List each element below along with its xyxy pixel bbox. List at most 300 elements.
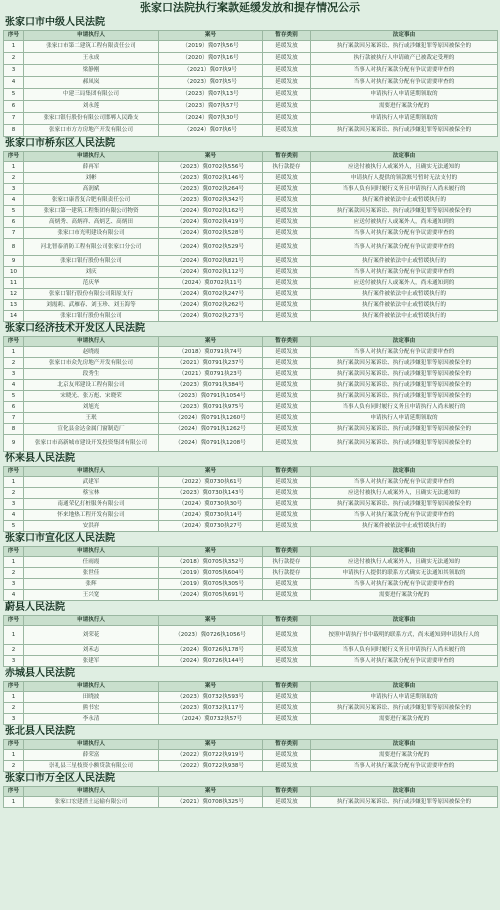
- row-index: 4: [4, 510, 24, 521]
- case-number: （2024）冀0702执529号: [159, 239, 263, 256]
- applicant: 安洪祥: [24, 521, 159, 532]
- applicant: 梁静刚: [24, 65, 159, 77]
- case-number: （2024）冀0726执144号: [159, 656, 263, 667]
- hold-type: 延缓发放: [263, 413, 311, 424]
- applicant: 刘禾志: [24, 645, 159, 656]
- table-header-row: [4, 616, 498, 626]
- row-index: 1: [4, 162, 24, 173]
- row-index: 3: [4, 499, 24, 510]
- hold-type: 延缓发放: [263, 77, 311, 89]
- table-row: [4, 267, 498, 278]
- table-row: [4, 113, 498, 125]
- case-number: （2021）冀0791执23号: [159, 369, 263, 380]
- table-header-row: [4, 740, 498, 750]
- case-number: （2018）冀0791执74号: [159, 347, 263, 358]
- column-header: 法定事由: [311, 467, 498, 477]
- case-table: [3, 30, 498, 137]
- table-row: [4, 358, 498, 369]
- column-header: 暂存类别: [263, 740, 311, 750]
- legal-reason: 申请执行人申请延期领取的: [311, 692, 498, 703]
- row-index: 2: [4, 703, 24, 714]
- legal-reason: 当事人对执行案款分配有争议需要审查的: [311, 761, 498, 772]
- applicant: 刘庆: [24, 267, 159, 278]
- legal-reason: 当事人对执行案款分配有争议需要审查的: [311, 477, 498, 488]
- table-row: [4, 424, 498, 435]
- case-table: [3, 681, 498, 725]
- applicant: 刘旭光: [24, 402, 159, 413]
- column-header: 案号: [159, 152, 263, 162]
- column-header: 法定事由: [311, 337, 498, 347]
- case-number: （2021）冀0791执237号: [159, 358, 263, 369]
- hold-type: 延缓发放: [263, 656, 311, 667]
- hold-type: 延缓发放: [263, 239, 311, 256]
- case-table: [3, 466, 498, 532]
- case-number: （2023）冀0702执146号: [159, 173, 263, 184]
- court-name: 张家口市宣化区人民法院: [5, 533, 115, 544]
- hold-type: 延缓发放: [263, 402, 311, 413]
- column-header: 序号: [4, 467, 24, 477]
- row-index: 3: [4, 65, 24, 77]
- applicant: 赵晓霞: [24, 347, 159, 358]
- row-index: 5: [4, 391, 24, 402]
- row-index: 6: [4, 402, 24, 413]
- column-header: 暂存类别: [263, 787, 311, 797]
- column-header: 序号: [4, 337, 24, 347]
- table-row: [4, 206, 498, 217]
- row-index: 1: [4, 477, 24, 488]
- row-index: 4: [4, 195, 24, 206]
- legal-reason: 应送付被执行人或案外人，尚未通知到的: [311, 217, 498, 228]
- hold-type: 延缓发放: [263, 289, 311, 300]
- row-index: 3: [4, 184, 24, 195]
- court-section: [3, 667, 497, 725]
- table-row: [4, 173, 498, 184]
- case-number: （2019）冀0705执604号: [159, 568, 263, 579]
- hold-type: 延缓发放: [263, 435, 311, 452]
- row-index: 2: [4, 358, 24, 369]
- column-header: 法定事由: [311, 547, 498, 557]
- case-number: （2023）冀0791执384号: [159, 380, 263, 391]
- row-index: 2: [4, 761, 24, 772]
- applicant: 张辉: [24, 579, 159, 590]
- legal-reason: 当事人对执行案款分配有争议需要审查的: [311, 239, 498, 256]
- column-header: 案号: [159, 547, 263, 557]
- case-number: （2024）冀0702执821号: [159, 256, 263, 267]
- legal-reason: 执行案件被依法中止或暂缓执行的: [311, 256, 498, 267]
- table-header-row: [4, 682, 498, 692]
- row-index: 3: [4, 714, 24, 725]
- table-row: [4, 228, 498, 239]
- legal-reason: 执行案款因另案诉讼、执行或涉嫌犯罪等原因被保全的: [311, 41, 498, 53]
- row-index: 4: [4, 77, 24, 89]
- hold-type: 延缓发放: [263, 101, 311, 113]
- table-row: [4, 510, 498, 521]
- row-index: 4: [4, 380, 24, 391]
- applicant: 张家口银行股份有限公司邯郸人民路支: [24, 113, 159, 125]
- legal-reason: 当事人对执行案款分配有争议需要审查的: [311, 77, 498, 89]
- column-header: 法定事由: [311, 787, 498, 797]
- row-index: 5: [4, 521, 24, 532]
- applicant: 张家口银行股份有限公司阳原支行: [24, 289, 159, 300]
- hold-type: 延缓发放: [263, 692, 311, 703]
- row-index: 2: [4, 173, 24, 184]
- row-index: 5: [4, 206, 24, 217]
- hold-type: 延缓发放: [263, 184, 311, 195]
- hold-type: 延缓发放: [263, 590, 311, 601]
- hold-type: 延缓发放: [263, 206, 311, 217]
- hold-type: 执行款提存: [263, 568, 311, 579]
- applicant: 刘永莲: [24, 101, 159, 113]
- row-index: 2: [4, 488, 24, 499]
- court-section: [3, 452, 497, 532]
- case-number: （2021）冀07执9号: [159, 65, 263, 77]
- table-row: [4, 499, 498, 510]
- column-header: 序号: [4, 152, 24, 162]
- court-name: 蔚县人民法院: [5, 602, 65, 613]
- court-name: 张家口经济技术开发区人民法院: [5, 323, 145, 334]
- hold-type: 延缓发放: [263, 797, 311, 808]
- applicant: 张家口第一建筑工程集团有限公司物资: [24, 206, 159, 217]
- table-header-row: [4, 31, 498, 41]
- case-number: （2024）冀0791执1208号: [159, 435, 263, 452]
- row-index: 6: [4, 217, 24, 228]
- case-number: （2019）冀07执56号: [159, 41, 263, 53]
- column-header: 暂存类别: [263, 152, 311, 162]
- legal-reason: 执行案款因另案诉讼、执行或涉嫌犯罪等原因被保全的: [311, 797, 498, 808]
- hold-type: 延缓发放: [263, 89, 311, 101]
- hold-type: 延缓发放: [263, 750, 311, 761]
- table-row: [4, 380, 498, 391]
- table-row: [4, 311, 498, 322]
- legal-reason: 执行案件被依法中止或暂缓执行的: [311, 521, 498, 532]
- column-header: 暂存类别: [263, 31, 311, 41]
- case-number: （2024）冀0702执162号: [159, 206, 263, 217]
- hold-type: 延缓发放: [263, 626, 311, 645]
- column-header: 申请执行人: [24, 740, 159, 750]
- applicant: 中建三局集团有限公司: [24, 89, 159, 101]
- row-index: 9: [4, 256, 24, 267]
- case-number: （2024）冀0702执273号: [159, 311, 263, 322]
- legal-reason: 需要进行案款分配的: [311, 750, 498, 761]
- hold-type: 执行款提存: [263, 557, 311, 568]
- table-row: [4, 347, 498, 358]
- hold-type: 延缓发放: [263, 499, 311, 510]
- legal-reason: 执行案款因另案诉讼、执行或涉嫌犯罪等原因被保全的: [311, 206, 498, 217]
- column-header: 申请执行人: [24, 616, 159, 626]
- case-number: （2024）冀0702执247号: [159, 289, 263, 300]
- court-name: 张家口市中级人民法院: [5, 17, 105, 28]
- case-number: （2023）冀07执57号: [159, 101, 263, 113]
- column-header: 申请执行人: [24, 547, 159, 557]
- applicant: 段秀生: [24, 369, 159, 380]
- legal-reason: 执行案款因另案诉讼、执行或涉嫌犯罪等原因被保全的: [311, 703, 498, 714]
- table-row: [4, 761, 498, 772]
- table-row: [4, 797, 498, 808]
- applicant: 熊书宏: [24, 703, 159, 714]
- table-row: [4, 750, 498, 761]
- applicant: 刘霞莉、武雁春、刘玉珍、刘玉海等: [24, 300, 159, 311]
- court-name: 张北县人民法院: [5, 726, 75, 737]
- row-index: 4: [4, 590, 24, 601]
- case-number: （2023）冀07执5号: [159, 77, 263, 89]
- column-header: 案号: [159, 31, 263, 41]
- page-title: 张家口法院执行案款延缓发放和提存情况公示: [140, 1, 360, 14]
- column-header: 暂存类别: [263, 467, 311, 477]
- table-row: [4, 645, 498, 656]
- legal-reason: 需要进行案款分配的: [311, 101, 498, 113]
- case-number: （2023）冀0702执264号: [159, 184, 263, 195]
- legal-reason: 当事人对执行案款分配有争议需要审查的: [311, 656, 498, 667]
- hold-type: 延缓发放: [263, 369, 311, 380]
- legal-reason: 执行案款因另案诉讼、执行或涉嫌犯罪等原因被保全的: [311, 391, 498, 402]
- table-row: [4, 590, 498, 601]
- column-header: 序号: [4, 616, 24, 626]
- legal-reason: 当事人对执行案款分配有争议需要审查的: [311, 228, 498, 239]
- table-row: [4, 435, 498, 452]
- column-header: 序号: [4, 682, 24, 692]
- legal-reason: 应送付被执行人或案外人，且确实无法通知的: [311, 488, 498, 499]
- column-header: 暂存类别: [263, 682, 311, 692]
- table-row: [4, 656, 498, 667]
- legal-reason: 执行案款因另案诉讼、执行或涉嫌犯罪等原因被保全的: [311, 358, 498, 369]
- column-header: 案号: [159, 616, 263, 626]
- legal-reason: 执行案件被依法中止或暂缓执行的: [311, 311, 498, 322]
- applicant: 张家口市众先房地产开发有限公司: [24, 358, 159, 369]
- hold-type: 延缓发放: [263, 217, 311, 228]
- table-row: [4, 521, 498, 532]
- table-header-row: [4, 467, 498, 477]
- applicant: 刘荣花: [24, 626, 159, 645]
- table-row: [4, 413, 498, 424]
- applicant: 武建军: [24, 477, 159, 488]
- case-number: （2023）冀0791执1054号: [159, 391, 263, 402]
- case-number: （2018）冀0705执352号: [159, 557, 263, 568]
- legal-reason: 执行案款因另案诉讼、执行或涉嫌犯罪等原因被保全的: [311, 125, 498, 137]
- court-section: [3, 16, 497, 137]
- applicant: 蔡宝林: [24, 488, 159, 499]
- table-row: [4, 626, 498, 645]
- table-row: [4, 488, 498, 499]
- legal-reason: 执行案件被依法中止或暂缓执行的: [311, 289, 498, 300]
- case-number: （2024）冀0730执14号: [159, 510, 263, 521]
- column-header: 申请执行人: [24, 787, 159, 797]
- table-row: [4, 402, 498, 413]
- case-table: [3, 615, 498, 667]
- case-number: （2024）冀0702执11号: [159, 278, 263, 289]
- table-row: [4, 369, 498, 380]
- table-row: [4, 195, 498, 206]
- row-index: 5: [4, 89, 24, 101]
- table-row: [4, 557, 498, 568]
- hold-type: 延缓发放: [263, 53, 311, 65]
- legal-reason: 执行案款因另案诉讼、执行或涉嫌犯罪等原因被保全的: [311, 380, 498, 391]
- applicant: 张家口银行股份有限公司: [24, 311, 159, 322]
- table-row: [4, 300, 498, 311]
- court-section: [3, 322, 497, 452]
- hold-type: 延缓发放: [263, 347, 311, 358]
- applicant: 怀来地热工程开发有限公司: [24, 510, 159, 521]
- hold-type: 延缓发放: [263, 125, 311, 137]
- court-section: [3, 601, 497, 667]
- case-number: （2023）冀0730执143号: [159, 488, 263, 499]
- row-index: 1: [4, 692, 24, 703]
- table-row: [4, 41, 498, 53]
- applicant: 王珉: [24, 413, 159, 424]
- case-number: （2023）冀07执13号: [159, 89, 263, 101]
- column-header: 申请执行人: [24, 31, 159, 41]
- case-number: （2019）冀0705执305号: [159, 579, 263, 590]
- legal-reason: 执行案件被依法中止或暂缓执行的: [311, 195, 498, 206]
- court-section: [3, 532, 497, 601]
- row-index: 3: [4, 656, 24, 667]
- applicant: 崇礼县三星枝资小额贷款有限公司: [24, 761, 159, 772]
- legal-reason: 应送付被执行人或案外人，且确实无法通知的: [311, 162, 498, 173]
- table-row: [4, 692, 498, 703]
- legal-reason: 申请执行人申请延期领取的: [311, 413, 498, 424]
- legal-reason: 当事人对执行案款分配有争议需要审查的: [311, 579, 498, 590]
- column-header: 申请执行人: [24, 682, 159, 692]
- case-number: （2024）冀0705执691号: [159, 590, 263, 601]
- row-index: 1: [4, 750, 24, 761]
- hold-type: 延缓发放: [263, 65, 311, 77]
- applicant: 王永成: [24, 53, 159, 65]
- column-header: 申请执行人: [24, 152, 159, 162]
- case-number: （2023）冀0702执342号: [159, 195, 263, 206]
- legal-reason: 当事人对执行案款分配有争议需要审查的: [311, 347, 498, 358]
- legal-reason: 申请执行人申请延期领取的: [311, 113, 498, 125]
- applicant: 张家口市方方房地产开发有限公司: [24, 125, 159, 137]
- row-index: 11: [4, 278, 24, 289]
- case-number: （2024）冀0702执419号: [159, 217, 263, 228]
- table-header-row: [4, 152, 498, 162]
- legal-reason: 执行案款因另案诉讼、执行或涉嫌犯罪等原因被保全的: [311, 424, 498, 435]
- row-index: 2: [4, 53, 24, 65]
- applicant: 南通荣亿打桩服务有限公司: [24, 499, 159, 510]
- row-index: 1: [4, 626, 24, 645]
- table-row: [4, 239, 498, 256]
- hold-type: 延缓发放: [263, 195, 311, 206]
- hold-type: 延缓发放: [263, 703, 311, 714]
- table-row: [4, 101, 498, 113]
- case-number: （2023）冀0702执556号: [159, 162, 263, 173]
- legal-reason: 应送付被执行人或案外人，且确实无法通知的: [311, 557, 498, 568]
- table-header-row: [4, 547, 498, 557]
- row-index: 7: [4, 228, 24, 239]
- hold-type: 延缓发放: [263, 228, 311, 239]
- column-header: 案号: [159, 337, 263, 347]
- column-header: 案号: [159, 682, 263, 692]
- case-number: （2024）冀0791执1262号: [159, 424, 263, 435]
- legal-reason: 当事人负有同时履行义务且申请执行人尚未履行的: [311, 184, 498, 195]
- column-header: 案号: [159, 467, 263, 477]
- table-row: [4, 65, 498, 77]
- court-name: 赤城县人民法院: [5, 668, 75, 679]
- applicant: 河北智泰消防工程有限公司张家口分公司: [24, 239, 159, 256]
- applicant: 王兴宽: [24, 590, 159, 601]
- applicant: 田晓波: [24, 692, 159, 703]
- case-number: （2021）冀0708执325号: [159, 797, 263, 808]
- case-number: （2024）冀07执30号: [159, 113, 263, 125]
- hold-type: 延缓发放: [263, 173, 311, 184]
- table-row: [4, 289, 498, 300]
- table-row: [4, 53, 498, 65]
- legal-reason: 申请执行人提供的领款账号暂时无法支付的: [311, 173, 498, 184]
- hold-type: 延缓发放: [263, 300, 311, 311]
- case-number: （2023）冀0791执975号: [159, 402, 263, 413]
- row-index: 8: [4, 125, 24, 137]
- case-number: （2023）冀0732执593号: [159, 692, 263, 703]
- court-name: 张家口市万全区人民法院: [5, 773, 115, 784]
- case-number: （2024）冀0732执57号: [159, 714, 263, 725]
- table-row: [4, 278, 498, 289]
- court-name: 张家口市桥东区人民法院: [5, 138, 115, 149]
- hold-type: 延缓发放: [263, 510, 311, 521]
- column-header: 法定事由: [311, 616, 498, 626]
- hold-type: 延缓发放: [263, 380, 311, 391]
- row-index: 2: [4, 645, 24, 656]
- legal-reason: 当事人对执行案款分配有争议需要审查的: [311, 65, 498, 77]
- legal-reason: 需要进行案款分配的: [311, 590, 498, 601]
- table-row: [4, 184, 498, 195]
- legal-reason: 应送付被执行人或案外人，尚未通知到的: [311, 278, 498, 289]
- hold-type: 延缓发放: [263, 521, 311, 532]
- hold-type: 延缓发放: [263, 256, 311, 267]
- legal-reason: 需要进行案款分配的: [311, 714, 498, 725]
- row-index: 1: [4, 347, 24, 358]
- column-header: 暂存类别: [263, 337, 311, 347]
- column-header: 法定事由: [311, 740, 498, 750]
- case-table: [3, 151, 498, 322]
- table-row: [4, 568, 498, 579]
- case-table: [3, 786, 498, 808]
- legal-reason: 当事人负有同时履行义务且申请执行人尚未履行的: [311, 645, 498, 656]
- hold-type: 延缓发放: [263, 477, 311, 488]
- legal-reason: 按照申请执行书中载明的联系方式，尚未通知到申请执行人的: [311, 626, 498, 645]
- applicant: 张家口市高新城市建设开发投资集团有限公司: [24, 435, 159, 452]
- hold-type: 延缓发放: [263, 714, 311, 725]
- court-name: 怀来县人民法院: [5, 453, 75, 464]
- hold-type: 延缓发放: [263, 267, 311, 278]
- court-list: [0, 16, 500, 808]
- row-index: 9: [4, 435, 24, 452]
- column-header: 暂存类别: [263, 547, 311, 557]
- row-index: 7: [4, 113, 24, 125]
- case-number: （2022）冀0722执938号: [159, 761, 263, 772]
- applicant: 宋晓光、张万彪、宋晓荣: [24, 391, 159, 402]
- applicant: 张家口市第二建筑工程有限责任公司: [24, 41, 159, 53]
- case-number: （2024）冀07执6号: [159, 125, 263, 137]
- case-number: （2024）冀0702执112号: [159, 267, 263, 278]
- hold-type: 延缓发放: [263, 391, 311, 402]
- applicant: 张家口市光明建设有限公司: [24, 228, 159, 239]
- hold-type: 延缓发放: [263, 488, 311, 499]
- legal-reason: 执行案款因另案诉讼、执行或涉嫌犯罪等原因被保全的: [311, 369, 498, 380]
- hold-type: 执行款提存: [263, 162, 311, 173]
- case-number: （2024）冀0791执1260号: [159, 413, 263, 424]
- applicant: 刘彬: [24, 173, 159, 184]
- legal-reason: 执行案款因另案诉讼、执行或涉嫌犯罪等原因被保全的: [311, 499, 498, 510]
- court-section: [3, 725, 497, 772]
- hold-type: 延缓发放: [263, 761, 311, 772]
- column-header: 申请执行人: [24, 337, 159, 347]
- table-header-row: [4, 337, 498, 347]
- table-row: [4, 162, 498, 173]
- applicant: 张建军: [24, 656, 159, 667]
- hold-type: 延缓发放: [263, 278, 311, 289]
- column-header: 序号: [4, 787, 24, 797]
- row-index: 13: [4, 300, 24, 311]
- legal-reason: 执行款被执行人申请破产已被裁定受理的: [311, 53, 498, 65]
